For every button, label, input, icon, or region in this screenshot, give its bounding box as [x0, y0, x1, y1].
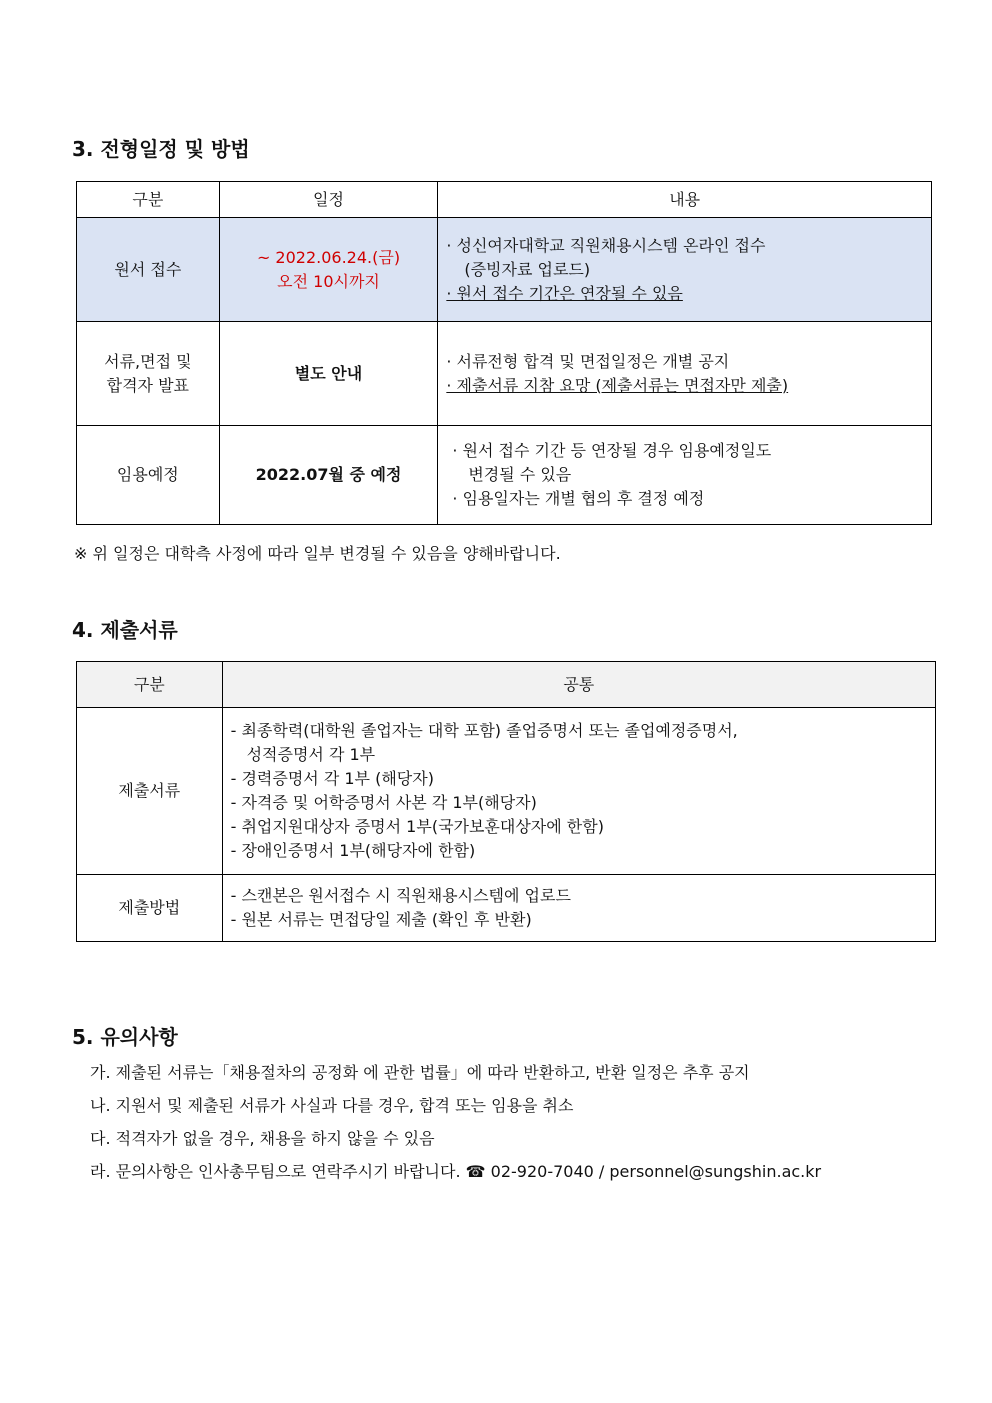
table-header-row [77, 182, 932, 218]
row-content [438, 218, 932, 322]
row-content [438, 426, 932, 525]
schedule-note: ※ 위 일정은 대학측 사정에 따라 일부 변경될 수 있음을 양해바랍니다. [74, 544, 561, 563]
row-schedule [219, 218, 438, 322]
schedule-line: 오전 10시까지 [277, 271, 380, 291]
header-common: 공통 [222, 662, 935, 708]
schedule-line: ~ 2022.06.24.(금) [256, 247, 401, 267]
category-line: 서류,면접 및 [104, 351, 192, 371]
row-category: 임용예정 [77, 426, 220, 525]
table-row [77, 322, 932, 426]
table-row [77, 708, 936, 875]
row-schedule: 별도 안내 [219, 322, 438, 426]
list-item: 다. 적격자가 없을 경우, 채용을 하지 않을 수 있음 [90, 1129, 435, 1148]
content-line: · 원서 접수 기간은 연장될 수 있음 [446, 283, 683, 303]
item-line: - 스캔본은 원서접수 시 직원채용시스템에 업로드 [230, 886, 571, 905]
content-line: · 임용일자는 개별 협의 후 결정 예정 [452, 489, 705, 508]
content-line: (증빙자료 업로드) [464, 259, 591, 279]
item-line: - 장애인증명서 1부(해당자에 한함) [230, 841, 476, 860]
row-schedule: 2022.07월 중 예정 [219, 426, 438, 525]
row-category: 제출서류 [77, 708, 223, 875]
item-line: 성적증명서 각 1부 [246, 745, 376, 764]
content-line: · 서류전형 합격 및 면접일정은 개별 공지 [446, 351, 730, 371]
item-line: - 최종학력(대학원 졸업자는 대학 포함) 졸업증명서 또는 졸업예정증명서, [230, 721, 738, 740]
item-line: - 원본 서류는 면접당일 제출 (확인 후 반환) [230, 910, 532, 929]
list-item: 라. 문의사항은 인사총무팀으로 연락주시기 바랍니다. ☎ 02-920-7040 / personnel@sungshin.ac.kr [90, 1162, 822, 1181]
list-item: 가. 제출된 서류는「채용절차의 공정화 에 관한 법률」에 따라 반환하고, 반환 일정은 추후 공지 [90, 1063, 750, 1082]
row-items [222, 708, 935, 875]
section5-title: 5. 유의사항 [72, 1025, 178, 1049]
documents-table [76, 661, 936, 942]
header-content: 내용 [438, 182, 932, 218]
table-header-row [77, 662, 936, 708]
row-category: 제출방법 [77, 875, 223, 942]
content-line: 변경될 수 있음 [468, 465, 572, 484]
content-line: · 원서 접수 기간 등 연장될 경우 임용예정일도 [452, 441, 772, 460]
header-category: 구분 [77, 662, 223, 708]
notice-list [90, 1056, 821, 1188]
row-items [222, 875, 935, 942]
row-category [77, 322, 220, 426]
item-line: - 경력증명서 각 1부 (해당자) [230, 769, 434, 788]
header-category: 구분 [77, 182, 220, 218]
row-content [438, 322, 932, 426]
table-row [77, 875, 936, 942]
item-line: - 자격증 및 어학증명서 사본 각 1부(해당자) [230, 793, 537, 812]
row-category: 원서 접수 [77, 218, 220, 322]
item-line: - 취업지원대상자 증명서 1부(국가보훈대상자에 한함) [230, 817, 604, 836]
schedule-table [76, 181, 932, 525]
section3-title: 3. 전형일정 및 방법 [72, 137, 250, 161]
table-row [77, 426, 932, 525]
content-line: · 성신여자대학교 직원채용시스템 온라인 접수 [446, 235, 766, 255]
content-line: · 제출서류 지참 요망 (제출서류는 면접자만 제출) [446, 375, 789, 395]
header-schedule: 일정 [219, 182, 438, 218]
list-item: 나. 지원서 및 제출된 서류가 사실과 다를 경우, 합격 또는 임용을 취소 [90, 1096, 574, 1115]
section4-title: 4. 제출서류 [72, 618, 178, 642]
category-line: 합격자 발표 [106, 375, 190, 395]
table-row [77, 218, 932, 322]
